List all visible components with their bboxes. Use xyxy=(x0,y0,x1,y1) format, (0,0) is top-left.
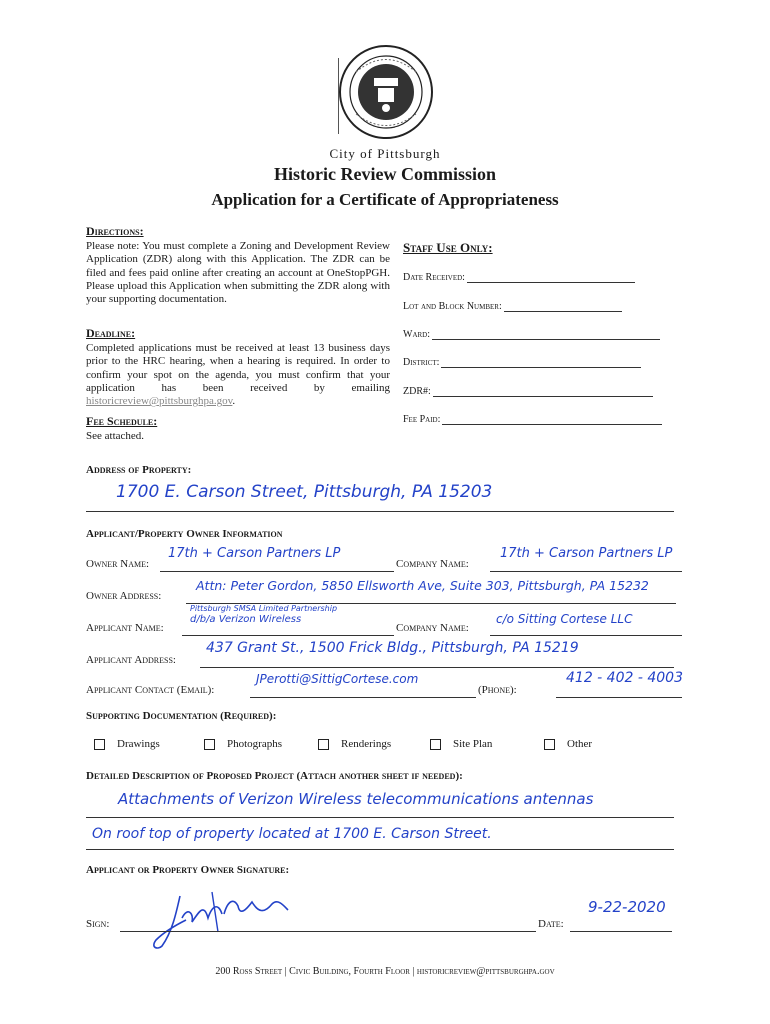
applicant-address-line xyxy=(200,666,674,668)
phone-label: (Phone): xyxy=(478,684,517,696)
owner-name-label: Owner Name: xyxy=(86,558,150,570)
applicant-company-line xyxy=(490,634,682,636)
site-plan-checkbox[interactable] xyxy=(430,739,441,750)
owner-name-value[interactable]: 17th + Carson Partners LP xyxy=(168,546,341,561)
phone-value[interactable]: 412 - 402 - 4003 xyxy=(566,670,683,686)
description-heading: Detailed Description of Proposed Project (Attach another sheet if needed): xyxy=(86,770,463,782)
applicant-heading: Applicant/Property Owner Information xyxy=(86,528,283,540)
deadline-period: . xyxy=(232,395,236,408)
fee-paid-row xyxy=(403,414,662,425)
owner-company-value[interactable]: 17th + Carson Partners LP xyxy=(500,546,673,561)
applicant-address-value[interactable]: 437 Grant St., 1500 Frick Bldg., Pittsburgh, PA 15219 xyxy=(206,640,579,656)
date-received-row xyxy=(403,272,635,283)
lot-block-label: Lot and Block Number: xyxy=(403,301,502,312)
doc-option-other[interactable] xyxy=(544,738,592,750)
date-received-label: Date Received: xyxy=(403,272,465,283)
fee-heading: Fee Schedule: xyxy=(86,414,158,428)
description-line-2[interactable]: On roof top of property located at 1700 E. Carson Street. xyxy=(92,826,492,842)
district-row xyxy=(403,357,641,368)
photographs-checkbox[interactable] xyxy=(204,739,215,750)
deadline-email-link[interactable]: historicreview@pittsburghpa.gov xyxy=(86,395,233,408)
seal-divider xyxy=(338,58,339,134)
renderings-label: Renderings xyxy=(341,738,392,750)
other-label: Other xyxy=(567,738,593,750)
applicant-name-value[interactable]: d/b/a Verizon Wireless xyxy=(190,614,302,625)
directions-text: Please note: You must complete a Zoning and Development Review Application (ZDR) along with this Application. The ZDR can be filed and fees paid online after creating an account at OneStopPGH. Please upload this Application when submitting the ZDR along with your supporting documentation. xyxy=(86,240,390,306)
lot-block-field[interactable] xyxy=(504,301,622,312)
owner-address-value[interactable]: Attn: Peter Gordon, 5850 Ellsworth Ave, Suite 303, Pittsburgh, PA 15232 xyxy=(196,578,649,593)
staff-use-heading: Staff Use Only: xyxy=(403,240,493,255)
date-label: Date: xyxy=(538,918,564,930)
drawings-checkbox[interactable] xyxy=(94,739,105,750)
fee-paid-field[interactable] xyxy=(442,414,662,425)
directions-heading: Directions: xyxy=(86,224,144,238)
district-label: District: xyxy=(403,357,440,368)
lot-block-row xyxy=(403,301,622,312)
drawings-label: Drawings xyxy=(117,738,160,750)
owner-company-line xyxy=(490,570,682,572)
owner-address-label: Owner Address: xyxy=(86,590,162,602)
owner-name-line xyxy=(160,570,394,572)
doc-option-photographs[interactable] xyxy=(204,738,282,750)
contact-label: Applicant Contact (Email): xyxy=(86,684,215,696)
signature-image[interactable] xyxy=(142,884,302,954)
doc-option-site-plan[interactable] xyxy=(430,738,492,750)
signature-heading: Applicant or Property Owner Signature: xyxy=(86,864,290,876)
renderings-checkbox[interactable] xyxy=(318,739,329,750)
city-seal-logo xyxy=(336,42,436,142)
address-value[interactable]: 1700 E. Carson Street, Pittsburgh, PA 15203 xyxy=(116,482,493,502)
owner-company-label: Company Name: xyxy=(396,558,469,570)
deadline-text xyxy=(86,342,390,408)
applicant-name-line xyxy=(182,634,394,636)
ward-field[interactable] xyxy=(432,329,660,340)
description-line-1-rule xyxy=(86,816,674,818)
fee-text: See attached. xyxy=(86,430,145,442)
date-line xyxy=(570,930,672,932)
other-checkbox[interactable] xyxy=(544,739,555,750)
zdr-field[interactable] xyxy=(433,386,653,397)
ward-row xyxy=(403,329,660,340)
page-subtitle: Application for a Certificate of Appropriateness xyxy=(211,190,559,209)
fee-paid-label: Fee Paid: xyxy=(403,414,441,425)
district-field[interactable] xyxy=(441,357,641,368)
contact-email-value[interactable]: JPerotti@SittigCortese.com xyxy=(256,672,419,686)
doc-option-renderings[interactable] xyxy=(318,738,391,750)
date-value[interactable]: 9-22-2020 xyxy=(588,898,666,916)
footer-address: 200 Ross Street | Civic Building, Fourth Floor | historicreview@pittsburghpa.gov xyxy=(215,966,555,977)
sign-line xyxy=(120,930,536,932)
address-line xyxy=(86,510,674,512)
applicant-name-label: Applicant Name: xyxy=(86,622,164,634)
applicant-name-top: Pittsburgh SMSA Limited Partnership xyxy=(190,604,338,613)
photographs-label: Photographs xyxy=(227,738,282,750)
applicant-company-label: Company Name: xyxy=(396,622,469,634)
deadline-body: Completed applications must be received at least 13 business days prior to the HRC hearing, when a hearing is required. In order to confirm your spot on the agenda, you must confirm that your application has been received by emailing xyxy=(86,342,390,394)
ward-label: Ward: xyxy=(403,329,430,340)
docs-heading: Supporting Documentation (Required): xyxy=(86,710,277,722)
site-plan-label: Site Plan xyxy=(453,738,493,750)
description-line-1[interactable]: Attachments of Verizon Wireless telecommunications antennas xyxy=(118,790,594,808)
phone-line xyxy=(556,696,682,698)
deadline-heading: Deadline: xyxy=(86,326,136,340)
applicant-company-value[interactable]: c/o Sitting Cortese LLC xyxy=(496,612,633,626)
zdr-label: ZDR#: xyxy=(403,386,431,397)
description-line-2-rule xyxy=(86,848,674,850)
doc-option-drawings[interactable] xyxy=(94,738,160,750)
contact-email-line xyxy=(250,696,476,698)
applicant-address-label: Applicant Address: xyxy=(86,654,176,666)
zdr-row xyxy=(403,386,653,397)
page-title: Historic Review Commission xyxy=(274,164,496,184)
address-label: Address of Property: xyxy=(86,464,192,476)
city-name: City of Pittsburgh xyxy=(329,146,441,161)
date-received-field[interactable] xyxy=(467,272,635,283)
sign-label: Sign: xyxy=(86,918,110,930)
